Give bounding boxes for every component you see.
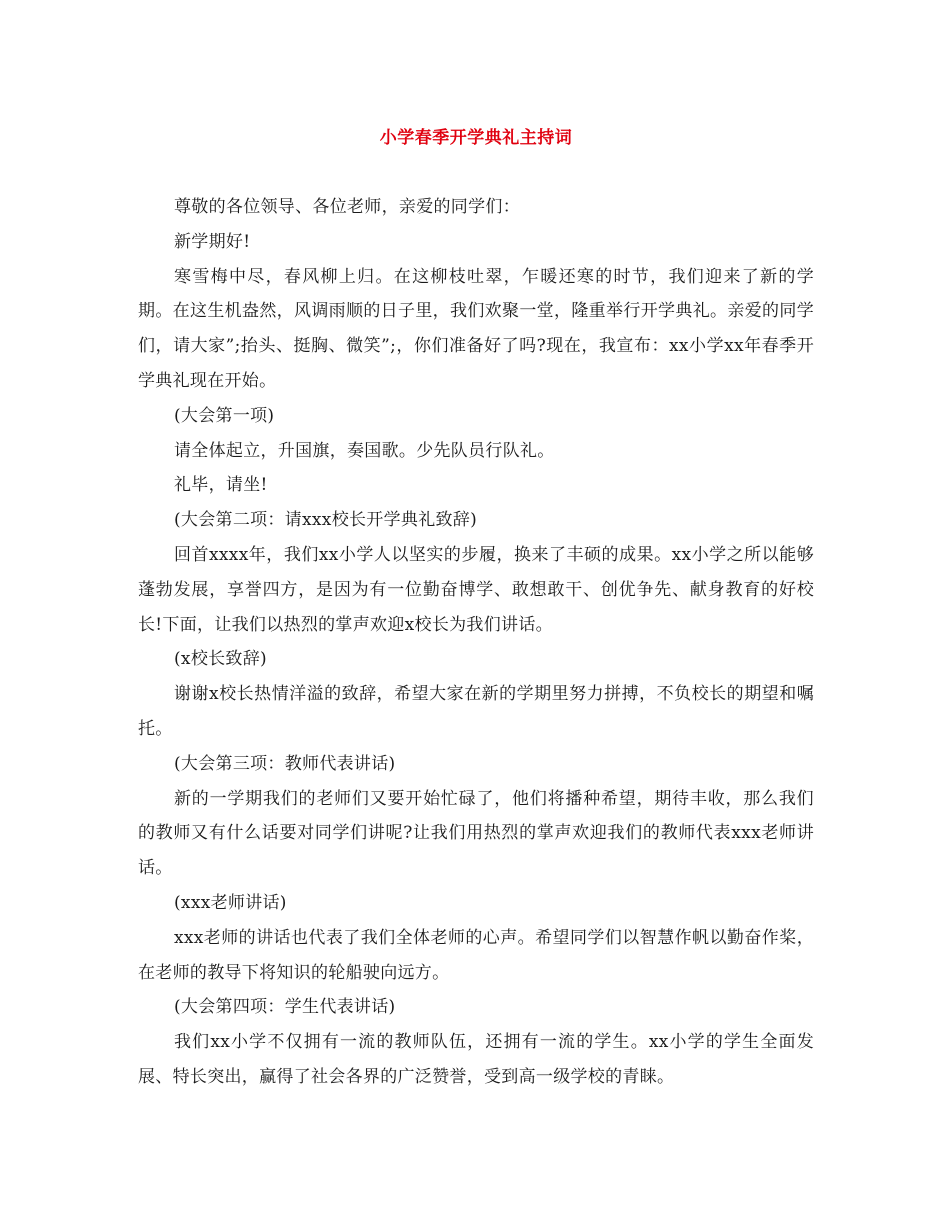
paragraph: 寒雪梅中尽，春风柳上归。在这柳枝吐翠，乍暖还寒的时节，我们迎来了新的学期。在这生机盎然，风调雨顺的日子里，我们欢聚一堂，隆重举行开学典礼。亲爱的同学们，请大家”;抬头、挺胸、微笑”;，你们准备好了吗?现在，我宣布：xx小学xx年春季开学典礼现在开始。: [138, 266, 814, 391]
paragraph: 请全体起立，升国旗，奏国歌。少先队员行队礼。: [174, 440, 555, 461]
document-title: 小学春季开学典礼主持词: [379, 128, 573, 148]
paragraph: 回首xxxx年，我们xx小学人以坚实的步履，换来了丰硕的成果。xx小学之所以能够蓬勃发展，享誉四方，是因为有一位勤奋博学、敢想敢干、创优争先、献身教育的好校长!下面，让我们以热烈的掌声欢迎x校长为我们讲话。: [138, 544, 814, 635]
paragraph: 谢谢x校长热情洋溢的致辞，希望大家在新的学期里努力拼搏，不负校长的期望和嘱托。: [138, 684, 814, 739]
paragraph: (xxx老师讲话): [174, 892, 287, 913]
paragraph: 礼毕，请坐!: [174, 475, 268, 496]
paragraph: (大会第三项：教师代表讲话): [174, 753, 396, 774]
document-body: [138, 190, 814, 1095]
paragraph: (大会第二项：请xxx校长开学典礼致辞): [174, 510, 478, 531]
paragraph: (大会第四项：学生代表讲话): [174, 997, 396, 1018]
paragraph: 我们xx小学不仅拥有一流的教师队伍，还拥有一流的学生。xx小学的学生全面发展、特长突出，赢得了社会各界的广泛赞誉，受到高一级学校的青睐。: [138, 1032, 814, 1087]
paragraph: 新的一学期我们的老师们又要开始忙碌了，他们将播种希望，期待丰收，那么我们的教师又有什么话要对同学们讲呢?让我们用热烈的掌声欢迎我们的教师代表xxx老师讲话。: [138, 788, 814, 879]
paragraph: 尊敬的各位领导、各位老师，亲爱的同学们：: [174, 197, 520, 217]
paragraph: (x校长致辞): [174, 649, 267, 670]
paragraph: 新学期好!: [174, 231, 251, 252]
paragraph: xxx老师的讲话也代表了我们全体老师的心声。希望同学们以智慧作帆以勤奋作桨，在老师的教导下将知识的轮船驶向远方。: [138, 927, 814, 983]
paragraph: (大会第一项): [174, 405, 275, 426]
